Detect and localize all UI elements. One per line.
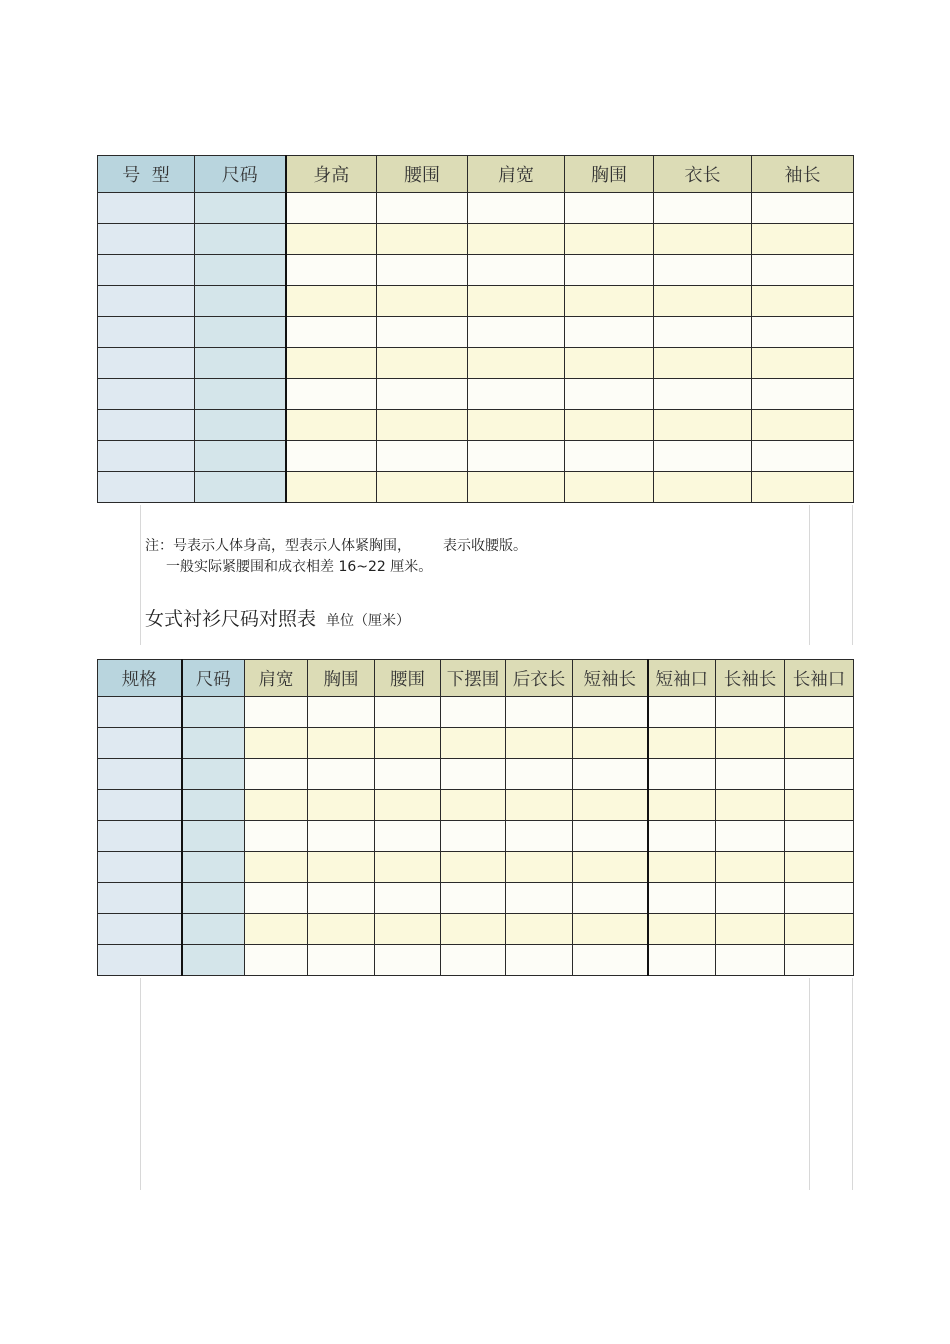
table-cell[interactable] — [565, 286, 654, 317]
table-cell[interactable] — [468, 410, 565, 441]
table-cell[interactable] — [375, 790, 441, 821]
table-cell[interactable] — [573, 821, 648, 852]
table-cell[interactable] — [245, 914, 308, 945]
table-cell[interactable] — [377, 348, 468, 379]
table-cell[interactable] — [182, 852, 245, 883]
table-cell[interactable] — [98, 790, 182, 821]
table-cell[interactable] — [506, 759, 573, 790]
table-cell[interactable] — [573, 728, 648, 759]
table-cell[interactable] — [98, 697, 182, 728]
table-cell[interactable] — [195, 410, 286, 441]
table-cell[interactable] — [98, 193, 195, 224]
table-cell[interactable] — [245, 759, 308, 790]
table-cell[interactable] — [785, 728, 854, 759]
table-cell[interactable] — [468, 317, 565, 348]
table-cell[interactable] — [565, 224, 654, 255]
table-cell[interactable] — [195, 193, 286, 224]
table-cell[interactable] — [98, 348, 195, 379]
table-cell[interactable] — [654, 472, 752, 503]
table-cell[interactable] — [375, 883, 441, 914]
table-cell[interactable] — [565, 193, 654, 224]
note-line-1 — [145, 535, 527, 555]
table-cell[interactable] — [98, 883, 182, 914]
table-cell[interactable] — [716, 821, 785, 852]
table-cell[interactable] — [377, 193, 468, 224]
table-cell[interactable] — [752, 317, 854, 348]
table-cell[interactable] — [648, 728, 716, 759]
table-cell[interactable] — [468, 472, 565, 503]
table-cell[interactable] — [245, 821, 308, 852]
table-cell[interactable] — [375, 852, 441, 883]
guide-line-left-lower — [140, 978, 141, 1190]
table-cell[interactable] — [286, 379, 377, 410]
header-cell: 腰围 — [377, 156, 468, 193]
table-row — [98, 255, 854, 286]
table-row — [98, 410, 854, 441]
table-cell[interactable] — [286, 255, 377, 286]
table-cell[interactable] — [565, 441, 654, 472]
table-cell[interactable] — [716, 759, 785, 790]
table-cell[interactable] — [441, 914, 506, 945]
page-title: 女式衬衫尺码对照表 — [145, 608, 317, 630]
table-cell[interactable] — [98, 441, 195, 472]
header-cell: 袖长 — [752, 156, 854, 193]
header-cell: 身高 — [286, 156, 377, 193]
table-header-row — [98, 156, 854, 193]
table-cell[interactable] — [654, 348, 752, 379]
table-cell[interactable] — [716, 697, 785, 728]
table-cell[interactable] — [195, 224, 286, 255]
table-cell[interactable] — [195, 286, 286, 317]
table-cell[interactable] — [182, 728, 245, 759]
table-row — [98, 379, 854, 410]
table-cell[interactable] — [182, 790, 245, 821]
table-cell[interactable] — [506, 914, 573, 945]
table-cell[interactable] — [654, 410, 752, 441]
table-cell[interactable] — [785, 914, 854, 945]
header-cell: 长袖长 — [716, 660, 785, 697]
table-cell[interactable] — [654, 286, 752, 317]
table-cell[interactable] — [752, 224, 854, 255]
table-cell[interactable] — [308, 821, 375, 852]
table-cell[interactable] — [377, 472, 468, 503]
table-cell[interactable] — [308, 790, 375, 821]
header-cell: 号 型 — [98, 156, 195, 193]
table-cell[interactable] — [308, 759, 375, 790]
table-cell[interactable] — [565, 472, 654, 503]
table-cell[interactable] — [195, 317, 286, 348]
table-header-row — [98, 660, 854, 697]
table-cell[interactable] — [286, 317, 377, 348]
table-cell[interactable] — [654, 317, 752, 348]
table-cell[interactable] — [98, 472, 195, 503]
guide-line-left-upper — [140, 505, 141, 645]
table-cell[interactable] — [648, 790, 716, 821]
table-row — [98, 441, 854, 472]
table-row — [98, 883, 854, 914]
header-cell: 下摆围 — [441, 660, 506, 697]
note-text: 注：号表示人体身高，型表示人体紧胸围， — [145, 538, 411, 554]
note-text: 表示收腰版。 — [443, 538, 527, 554]
table-cell[interactable] — [286, 472, 377, 503]
table-cell[interactable] — [245, 883, 308, 914]
table-cell[interactable] — [98, 224, 195, 255]
table-cell[interactable] — [377, 255, 468, 286]
table-cell[interactable] — [377, 286, 468, 317]
table-cell[interactable] — [286, 193, 377, 224]
table-cell[interactable] — [286, 410, 377, 441]
table-cell[interactable] — [375, 759, 441, 790]
table-cell[interactable] — [377, 317, 468, 348]
header-cell: 胸围 — [565, 156, 654, 193]
table-cell[interactable] — [375, 728, 441, 759]
table-cell[interactable] — [648, 821, 716, 852]
table-cell[interactable] — [308, 883, 375, 914]
table-cell[interactable] — [182, 697, 245, 728]
table-cell[interactable] — [716, 790, 785, 821]
table-cell[interactable] — [654, 224, 752, 255]
table-cell[interactable] — [573, 759, 648, 790]
table-cell[interactable] — [377, 379, 468, 410]
table-cell[interactable] — [506, 821, 573, 852]
table-cell[interactable] — [565, 348, 654, 379]
note-number: 16~22 — [338, 559, 386, 575]
table-cell[interactable] — [752, 410, 854, 441]
table-cell[interactable] — [468, 286, 565, 317]
table-row — [98, 821, 854, 852]
table-cell[interactable] — [308, 945, 375, 976]
table-cell[interactable] — [245, 945, 308, 976]
table-cell[interactable] — [245, 697, 308, 728]
table-cell[interactable] — [441, 697, 506, 728]
table-cell[interactable] — [468, 441, 565, 472]
table-cell[interactable] — [98, 759, 182, 790]
header-cell: 肩宽 — [245, 660, 308, 697]
table-cell[interactable] — [98, 821, 182, 852]
table-cell[interactable] — [506, 883, 573, 914]
table-row — [98, 852, 854, 883]
table-cell[interactable] — [286, 286, 377, 317]
table-cell[interactable] — [98, 317, 195, 348]
table-cell[interactable] — [648, 697, 716, 728]
table-cell[interactable] — [654, 193, 752, 224]
table-cell[interactable] — [286, 348, 377, 379]
table-cell[interactable] — [565, 379, 654, 410]
table-cell[interactable] — [377, 224, 468, 255]
table-cell[interactable] — [648, 945, 716, 976]
table-row — [98, 728, 854, 759]
table-cell[interactable] — [182, 945, 245, 976]
table-cell[interactable] — [441, 852, 506, 883]
header-cell: 长袖口 — [785, 660, 854, 697]
header-cell: 腰围 — [375, 660, 441, 697]
header-cell: 衣长 — [654, 156, 752, 193]
header-cell: 胸围 — [308, 660, 375, 697]
unit-label: 单位（厘米） — [326, 613, 411, 629]
table-cell[interactable] — [506, 728, 573, 759]
table-cell[interactable] — [785, 697, 854, 728]
table-cell[interactable] — [752, 255, 854, 286]
table-cell[interactable] — [573, 852, 648, 883]
table-cell[interactable] — [785, 883, 854, 914]
table-cell[interactable] — [377, 410, 468, 441]
table-row — [98, 472, 854, 503]
note-line-2 — [166, 556, 432, 576]
table-row — [98, 790, 854, 821]
header-cell: 尺码 — [195, 156, 286, 193]
table-cell[interactable] — [441, 728, 506, 759]
table-cell[interactable] — [716, 945, 785, 976]
table-cell[interactable] — [286, 441, 377, 472]
table-cell[interactable] — [98, 728, 182, 759]
table-cell[interactable] — [648, 883, 716, 914]
table-cell[interactable] — [308, 852, 375, 883]
table-cell[interactable] — [375, 697, 441, 728]
table-cell[interactable] — [98, 255, 195, 286]
table-cell[interactable] — [441, 759, 506, 790]
table-row — [98, 945, 854, 976]
guide-line-edge-lower — [852, 978, 853, 1190]
table-cell[interactable] — [195, 472, 286, 503]
table-cell[interactable] — [441, 821, 506, 852]
table-cell[interactable] — [98, 379, 195, 410]
header-cell: 后衣长 — [506, 660, 573, 697]
table-row — [98, 224, 854, 255]
table-cell[interactable] — [506, 852, 573, 883]
table-cell[interactable] — [375, 914, 441, 945]
table-cell[interactable] — [752, 193, 854, 224]
note-text: 一般实际紧腰围和成衣相差 — [166, 559, 339, 575]
table-cell[interactable] — [245, 790, 308, 821]
table-cell[interactable] — [752, 441, 854, 472]
table-cell[interactable] — [752, 472, 854, 503]
table-cell[interactable] — [506, 790, 573, 821]
table-cell[interactable] — [468, 255, 565, 286]
table-cell[interactable] — [468, 379, 565, 410]
table-cell[interactable] — [716, 883, 785, 914]
table-cell[interactable] — [468, 348, 565, 379]
table-cell[interactable] — [648, 759, 716, 790]
table-cell[interactable] — [752, 379, 854, 410]
table-cell[interactable] — [441, 883, 506, 914]
table-cell[interactable] — [785, 945, 854, 976]
table-cell[interactable] — [182, 759, 245, 790]
table-cell[interactable] — [182, 914, 245, 945]
table-cell[interactable] — [654, 379, 752, 410]
size-table-bottom — [97, 659, 854, 976]
table-cell[interactable] — [441, 790, 506, 821]
header-cell: 短袖长 — [573, 660, 648, 697]
table-cell[interactable] — [182, 883, 245, 914]
table-cell[interactable] — [98, 852, 182, 883]
table-cell[interactable] — [195, 441, 286, 472]
table-cell[interactable] — [506, 697, 573, 728]
table-cell[interactable] — [468, 193, 565, 224]
header-cell: 规格 — [98, 660, 182, 697]
table-cell[interactable] — [654, 441, 752, 472]
guide-line-edge-upper — [852, 505, 853, 645]
header-cell: 肩宽 — [468, 156, 565, 193]
table-row — [98, 317, 854, 348]
table-cell[interactable] — [654, 255, 752, 286]
table-row — [98, 759, 854, 790]
table-cell[interactable] — [573, 697, 648, 728]
size-table-top — [97, 155, 854, 503]
table-cell[interactable] — [308, 728, 375, 759]
table-row — [98, 914, 854, 945]
table-cell[interactable] — [716, 728, 785, 759]
table-cell[interactable] — [573, 945, 648, 976]
table-row — [98, 348, 854, 379]
table-cell[interactable] — [506, 945, 573, 976]
table-body — [98, 193, 854, 503]
table-cell[interactable] — [245, 728, 308, 759]
note-text: 厘米。 — [385, 559, 433, 575]
table-cell[interactable] — [375, 821, 441, 852]
table-cell[interactable] — [182, 821, 245, 852]
table-cell[interactable] — [573, 883, 648, 914]
table-cell[interactable] — [441, 945, 506, 976]
table-body — [98, 697, 854, 976]
table-cell[interactable] — [648, 852, 716, 883]
table-cell[interactable] — [468, 224, 565, 255]
table-cell[interactable] — [286, 224, 377, 255]
table-cell[interactable] — [716, 852, 785, 883]
table-cell[interactable] — [785, 821, 854, 852]
guide-line-right-upper — [809, 505, 810, 645]
table-cell[interactable] — [573, 790, 648, 821]
table-row — [98, 286, 854, 317]
guide-line-right-lower — [809, 978, 810, 1190]
table-cell[interactable] — [565, 255, 654, 286]
table-cell[interactable] — [195, 379, 286, 410]
table-cell[interactable] — [98, 410, 195, 441]
table-cell[interactable] — [98, 914, 182, 945]
table-row — [98, 193, 854, 224]
header-cell: 短袖口 — [648, 660, 716, 697]
table-cell[interactable] — [752, 286, 854, 317]
table-cell[interactable] — [716, 914, 785, 945]
table-cell[interactable] — [785, 790, 854, 821]
table-cell[interactable] — [752, 348, 854, 379]
header-cell: 尺码 — [182, 660, 245, 697]
table-cell[interactable] — [245, 852, 308, 883]
table-cell[interactable] — [375, 945, 441, 976]
table-cell[interactable] — [565, 410, 654, 441]
table-cell[interactable] — [648, 914, 716, 945]
table-cell[interactable] — [377, 441, 468, 472]
table-cell[interactable] — [195, 255, 286, 286]
table-cell[interactable] — [98, 286, 195, 317]
section-title — [145, 604, 410, 631]
table-cell[interactable] — [785, 852, 854, 883]
table-cell[interactable] — [308, 697, 375, 728]
table-cell[interactable] — [98, 945, 182, 976]
table-cell[interactable] — [565, 317, 654, 348]
table-cell[interactable] — [785, 759, 854, 790]
table-cell[interactable] — [308, 914, 375, 945]
table-cell[interactable] — [195, 348, 286, 379]
table-row — [98, 697, 854, 728]
table-cell[interactable] — [573, 914, 648, 945]
